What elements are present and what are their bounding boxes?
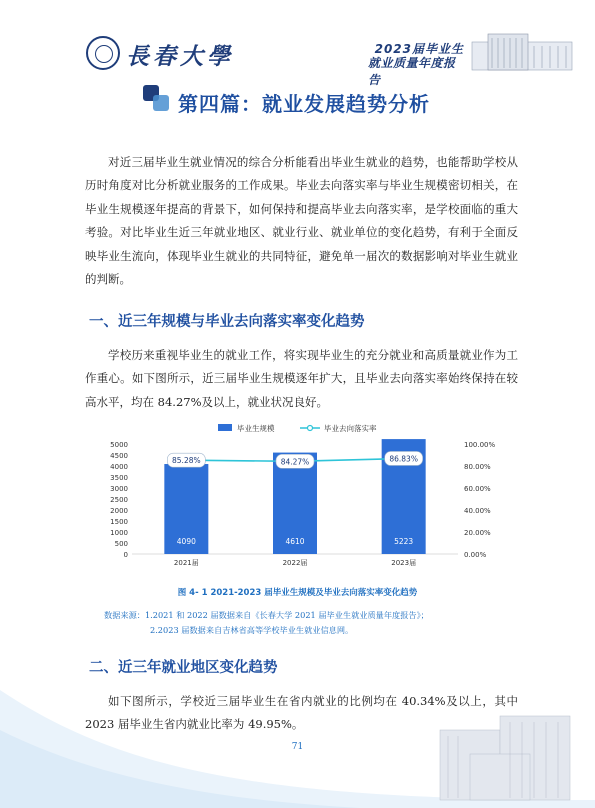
section-title-1: 一、近三年规模与毕业去向落实率变化趋势 bbox=[89, 314, 365, 330]
y-left-tick-label: 4000 bbox=[110, 463, 128, 471]
y-left-tick-label: 2500 bbox=[110, 496, 128, 504]
chart-container bbox=[100, 420, 520, 580]
y-right-tick-label: 40.00% bbox=[464, 507, 491, 515]
y-right-tick-label: 100.00% bbox=[464, 441, 496, 449]
x-tick-label: 2021届 bbox=[173, 559, 199, 567]
x-tick-label: 2022届 bbox=[282, 559, 308, 567]
intro-paragraph: 对近三届毕业生就业情况的综合分析能看出毕业生就业的趋势，也能帮助学校从历时角度对比分析就业服务的工作成果。毕业去向落实率与毕业生规模密切相关，在毕业生规模逐年提高的背景下，如何保持和提高毕业去向落实率，是学校面临的重大考验。对比毕业生近三年就业地区、就业行业、就业单位的变化趋势，有利于全面反映毕业生流向，体现毕业生就业的共同特征，避免单一届次的数据影响对毕业生就业的判断。 bbox=[85, 155, 518, 287]
source-note-line2: 2.2023 届数据来自吉林省高等学校毕业生就业信息网。 bbox=[150, 625, 354, 635]
y-left-tick-label: 1500 bbox=[110, 518, 128, 526]
y-left-tick-label: 1000 bbox=[110, 529, 128, 537]
title-decoration-square bbox=[153, 95, 169, 111]
chart-legend bbox=[218, 423, 377, 433]
report-tag-line2: 就业质量年度报告 bbox=[368, 56, 456, 87]
legend-marker-line bbox=[308, 426, 313, 431]
section1-body bbox=[85, 344, 518, 414]
page-number: 71 bbox=[291, 742, 304, 752]
building-illustration bbox=[468, 28, 578, 72]
y-left-tick-label: 2000 bbox=[110, 507, 128, 515]
section2-body bbox=[85, 690, 518, 737]
report-tag-line1: 2023届毕业生 bbox=[374, 42, 464, 56]
y-right-tick-label: 80.00% bbox=[464, 463, 491, 471]
bar-value-label: 5223 bbox=[394, 537, 414, 546]
chapter-title: 第四篇：就业发展趋势分析 bbox=[178, 92, 430, 116]
y-left-tick-label: 3000 bbox=[110, 485, 128, 493]
y-right-tick-label: 60.00% bbox=[464, 485, 491, 493]
y-left-tick-label: 3500 bbox=[110, 474, 128, 482]
y-left-tick-label: 500 bbox=[114, 540, 128, 548]
legend-swatch-bar bbox=[218, 424, 232, 431]
intro-section bbox=[85, 151, 518, 291]
y-left-tick-label: 0 bbox=[123, 551, 128, 559]
university-name-logo: 長春大學 bbox=[126, 43, 234, 70]
university-seal-logo bbox=[86, 36, 120, 70]
report-tag bbox=[368, 40, 468, 87]
section2-paragraph: 如下图所示，学校近三届毕业生在省内就业的比例均在 40.34%及以上，其中2023 届毕业生省内就业比率为 49.95%。 bbox=[85, 694, 518, 732]
source-note bbox=[104, 608, 429, 638]
bar-value-label: 4610 bbox=[285, 537, 305, 546]
y-left-tick-label: 4500 bbox=[110, 452, 128, 460]
y-left-tick-label: 5000 bbox=[110, 441, 128, 449]
legend-label-bar: 毕业生规模 bbox=[237, 424, 275, 433]
legend-label-line: 毕业去向落实率 bbox=[324, 424, 377, 433]
y-right-tick-label: 20.00% bbox=[464, 529, 491, 537]
figure-caption: 图 4- 1 2021-2023 届毕业生规模及毕业去向落实率变化趋势 bbox=[177, 588, 418, 598]
bar-value-label: 4090 bbox=[176, 537, 196, 546]
source-note-line1: 数据来源：1.2021 和 2022 届数据来自《长春大学 2021 届毕业生就业质量年度报告》； bbox=[104, 610, 429, 620]
section-title-2: 二、近三年就业地区变化趋势 bbox=[89, 660, 278, 676]
x-tick-label: 2023届 bbox=[391, 559, 417, 567]
line-value-label: 86.83% bbox=[389, 454, 418, 464]
line-value-label: 85.28% bbox=[172, 456, 201, 466]
line-value-label: 84.27% bbox=[280, 457, 310, 467]
section1-paragraph: 学校历来重视毕业生的就业工作，将实现毕业生的充分就业和高质量就业作为工作重心。如下图所示，近三届毕业生规模逐年扩大，且毕业去向落实率始终保持在较高水平，均在 84.27%及以上，就业状况良好。 bbox=[85, 348, 518, 409]
y-right-tick-label: 0.00% bbox=[464, 551, 487, 559]
chart-svg bbox=[100, 420, 520, 580]
